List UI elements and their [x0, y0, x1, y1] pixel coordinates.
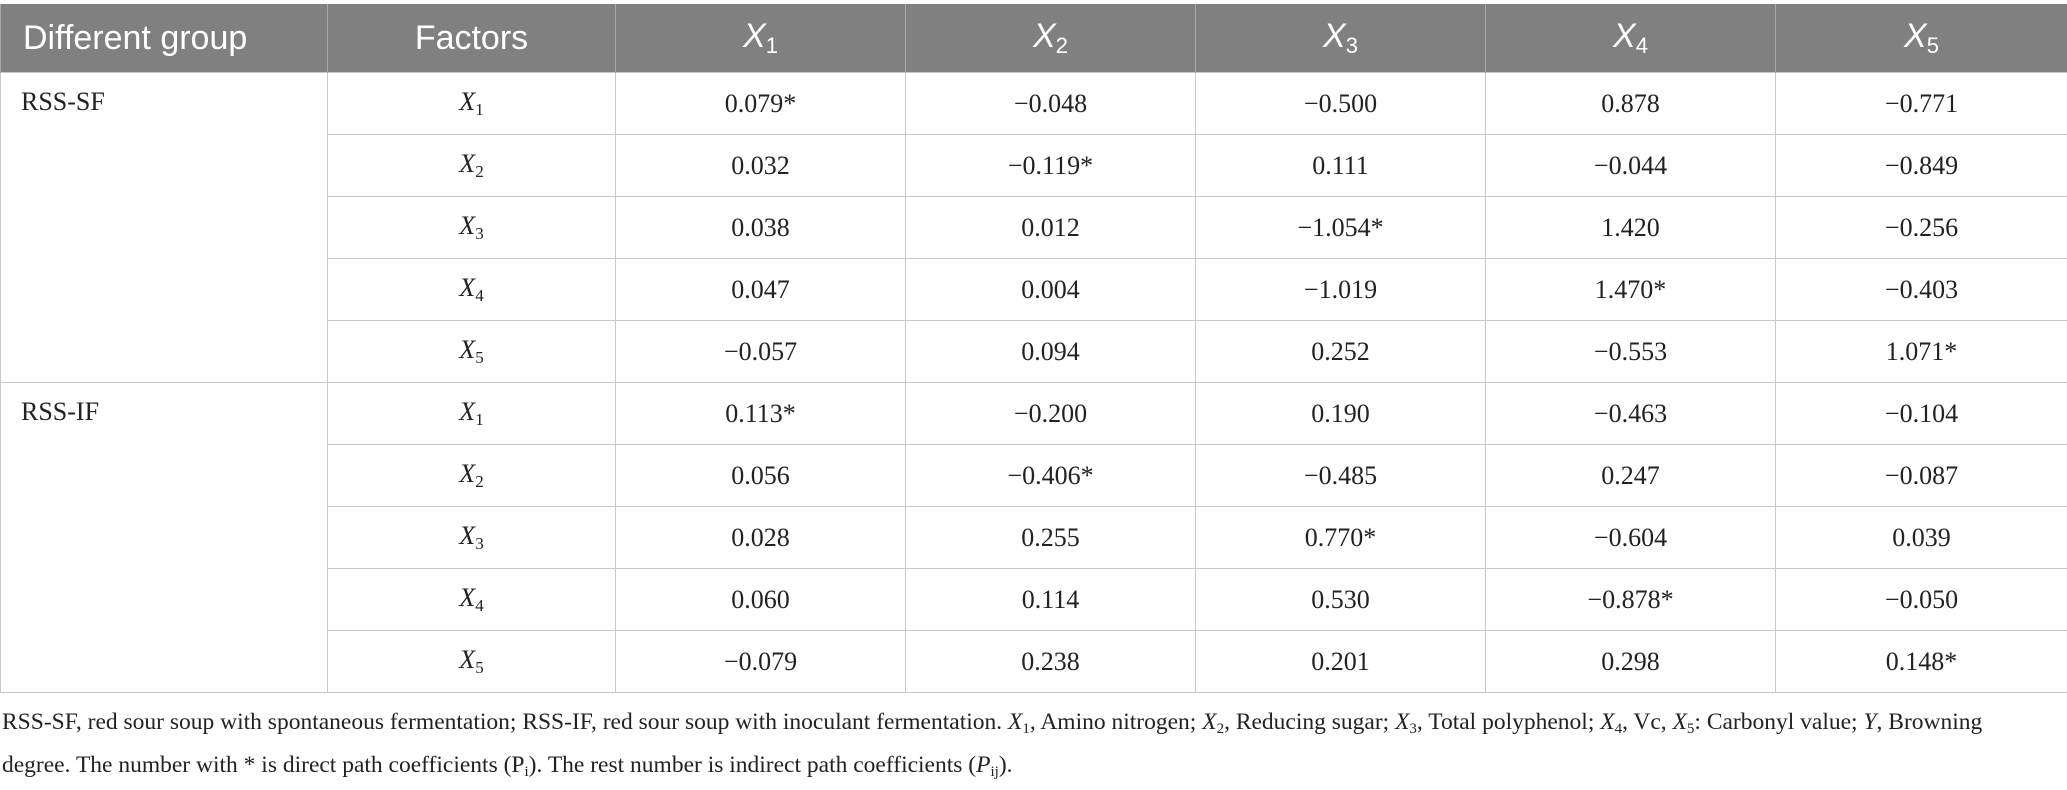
- table-footnote: [2, 704, 2052, 790]
- factor-cell: [328, 197, 616, 259]
- header-col-sub: 3: [1346, 33, 1358, 58]
- coefficient-cell: −0.463: [1486, 383, 1776, 445]
- coefficient-cell: 0.004: [906, 259, 1196, 321]
- header-col-sub: 2: [1056, 33, 1068, 58]
- coefficient-cell: −0.485: [1196, 445, 1486, 507]
- table-body: [1, 73, 2067, 693]
- coefficient-cell: 1.420: [1486, 197, 1776, 259]
- factor-cell: [328, 631, 616, 693]
- factor-sub: 3: [475, 224, 484, 243]
- coefficient-cell: −0.050: [1776, 569, 2067, 631]
- header-col-var: X: [743, 17, 766, 55]
- coefficient-cell: 0.148*: [1776, 631, 2067, 693]
- group-name-cell: RSS-IF: [1, 383, 328, 693]
- factor-var: X: [459, 335, 475, 364]
- header-col-x1: [616, 4, 906, 73]
- coefficient-cell: 0.028: [616, 507, 906, 569]
- header-col-var: X: [1033, 17, 1056, 55]
- coefficient-cell: 0.298: [1486, 631, 1776, 693]
- factor-sub: 5: [475, 658, 484, 677]
- coefficient-cell: 0.113*: [616, 383, 906, 445]
- factor-var: X: [459, 149, 475, 178]
- coefficient-cell: −1.019: [1196, 259, 1486, 321]
- table-row: [1, 73, 2067, 135]
- coefficient-cell: −0.553: [1486, 321, 1776, 383]
- coefficient-cell: 0.247: [1486, 445, 1776, 507]
- group-name-cell: RSS-SF: [1, 73, 328, 383]
- factor-sub: 3: [475, 534, 484, 553]
- factor-sub: 4: [475, 286, 484, 305]
- header-col-sub: 1: [766, 33, 778, 58]
- coefficient-cell: 0.201: [1196, 631, 1486, 693]
- coefficient-cell: 0.047: [616, 259, 906, 321]
- footnote-sub: 5: [1687, 721, 1695, 737]
- factor-sub: 5: [475, 348, 484, 367]
- factor-var: X: [459, 583, 475, 612]
- coefficient-cell: 0.238: [906, 631, 1196, 693]
- coefficient-cell: 0.038: [616, 197, 906, 259]
- factor-cell: [328, 321, 616, 383]
- footnote-sub: i: [525, 764, 529, 780]
- coefficient-cell: 0.770*: [1196, 507, 1486, 569]
- coefficient-cell: 0.530: [1196, 569, 1486, 631]
- table-header: [1, 4, 2067, 73]
- footnote-text: , Amino nitrogen;: [1030, 709, 1202, 735]
- factor-sub: 1: [475, 100, 484, 119]
- header-col-sub: 4: [1636, 33, 1648, 58]
- coefficient-cell: 1.470*: [1486, 259, 1776, 321]
- header-factors: Factors: [328, 4, 616, 73]
- factor-sub: 2: [475, 162, 484, 181]
- footnote-sub: ij: [990, 764, 998, 780]
- factor-var: X: [459, 87, 475, 116]
- footnote-sub: 3: [1409, 721, 1417, 737]
- coefficient-cell: −0.849: [1776, 135, 2067, 197]
- footnote-text: , Reducing sugar;: [1224, 709, 1395, 735]
- coefficient-cell: −0.200: [906, 383, 1196, 445]
- header-col-var: X: [1613, 17, 1636, 55]
- coefficient-cell: 0.111: [1196, 135, 1486, 197]
- coefficient-cell: −0.771: [1776, 73, 2067, 135]
- coefficient-cell: −0.500: [1196, 73, 1486, 135]
- footnote-var: X: [1008, 709, 1022, 735]
- coefficient-cell: −0.057: [616, 321, 906, 383]
- coefficient-cell: 0.039: [1776, 507, 2067, 569]
- footnote-text: : Carbonyl value;: [1694, 709, 1863, 735]
- factor-cell: [328, 259, 616, 321]
- header-col-var: X: [1904, 17, 1927, 55]
- coefficient-cell: 0.252: [1196, 321, 1486, 383]
- coefficient-cell: 0.190: [1196, 383, 1486, 445]
- coefficient-cell: 0.056: [616, 445, 906, 507]
- factor-var: X: [459, 459, 475, 488]
- footnote-sub: 4: [1615, 721, 1623, 737]
- header-different-group: Different group: [1, 4, 328, 73]
- header-col-var: X: [1323, 17, 1346, 55]
- header-col-sub: 5: [1927, 33, 1939, 58]
- footnote-text: , Browning degree. The number with * is direct path coefficients (P: [2, 709, 1982, 778]
- header-row: [1, 4, 2067, 73]
- footnote-text: ).: [999, 752, 1013, 778]
- factor-var: X: [459, 211, 475, 240]
- header-col-x4: [1486, 4, 1776, 73]
- footnote-sub: 2: [1217, 721, 1225, 737]
- factor-var: X: [459, 397, 475, 426]
- coefficient-cell: 0.079*: [616, 73, 906, 135]
- coefficient-cell: 0.060: [616, 569, 906, 631]
- coefficient-cell: −0.044: [1486, 135, 1776, 197]
- coefficient-cell: −0.403: [1776, 259, 2067, 321]
- coefficient-cell: −0.087: [1776, 445, 2067, 507]
- path-coefficient-table: [0, 4, 2067, 693]
- coefficient-cell: −0.256: [1776, 197, 2067, 259]
- coefficient-cell: −0.079: [616, 631, 906, 693]
- coefficient-cell: 1.071*: [1776, 321, 2067, 383]
- footnote-text: , Vc,: [1622, 709, 1672, 735]
- coefficient-cell: 0.878: [1486, 73, 1776, 135]
- coefficient-cell: 0.094: [906, 321, 1196, 383]
- factor-cell: [328, 383, 616, 445]
- header-col-x2: [906, 4, 1196, 73]
- footnote-var: P: [976, 752, 990, 778]
- coefficient-cell: −0.104: [1776, 383, 2067, 445]
- footnote-var: X: [1673, 709, 1687, 735]
- header-col-x3: [1196, 4, 1486, 73]
- factor-cell: [328, 135, 616, 197]
- footnote-var: X: [1395, 709, 1409, 735]
- coefficient-cell: −0.048: [906, 73, 1196, 135]
- coefficient-cell: 0.255: [906, 507, 1196, 569]
- coefficient-cell: 0.032: [616, 135, 906, 197]
- coefficient-cell: −0.604: [1486, 507, 1776, 569]
- factor-cell: [328, 445, 616, 507]
- path-coefficient-table-container: [0, 4, 2067, 693]
- table-row: [1, 383, 2067, 445]
- coefficient-cell: 0.012: [906, 197, 1196, 259]
- factor-sub: 1: [475, 410, 484, 429]
- factor-var: X: [459, 645, 475, 674]
- footnote-text: ). The rest number is indirect path coefficients (: [529, 752, 976, 778]
- coefficient-cell: −0.878*: [1486, 569, 1776, 631]
- factor-var: X: [459, 521, 475, 550]
- footnote-var: X: [1600, 709, 1614, 735]
- coefficient-cell: −0.406*: [906, 445, 1196, 507]
- factor-sub: 4: [475, 596, 484, 615]
- factor-var: X: [459, 273, 475, 302]
- coefficient-cell: 0.114: [906, 569, 1196, 631]
- footnote-text: , Total polyphenol;: [1417, 709, 1600, 735]
- factor-sub: 2: [475, 472, 484, 491]
- footnote-sub: 1: [1022, 721, 1030, 737]
- footnote-var: X: [1202, 709, 1216, 735]
- footnote-text: RSS-SF, red sour soup with spontaneous fermentation; RSS-IF, red sour soup with inoculant fermentation.: [2, 709, 1008, 735]
- factor-cell: [328, 507, 616, 569]
- factor-cell: [328, 569, 616, 631]
- factor-cell: [328, 73, 616, 135]
- footnote-var: Y: [1863, 709, 1876, 735]
- coefficient-cell: −0.119*: [906, 135, 1196, 197]
- header-col-x5: [1776, 4, 2067, 73]
- coefficient-cell: −1.054*: [1196, 197, 1486, 259]
